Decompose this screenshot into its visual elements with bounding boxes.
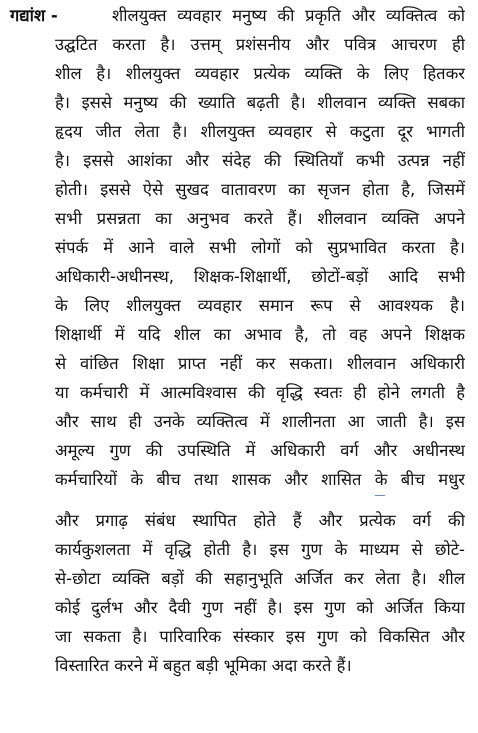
passage-line: कोई दुर्लभ और दैवी गुण नहीं है। इस गुण को अर्जित किया bbox=[55, 598, 465, 617]
passage-line: कार्यकुशलता में वृद्धि होती है। इस गुण के माध्यम से छोटे- bbox=[55, 540, 465, 559]
blue-mark bbox=[375, 495, 385, 496]
passage-line: विस्तारित करने में बहुत बड़ी भूमिका अदा करते हैं। bbox=[55, 656, 352, 675]
passage-line: है। इससे मनुष्य की ख्याति बढ़ती है। शीलवान व्यक्ति सबका bbox=[55, 93, 465, 112]
passage-line: है। इससे आशंका और संदेह की स्थितियाँ कभी उत्पन्न नहीं bbox=[55, 151, 465, 170]
passage-line: से-छोटा व्यक्ति बड़ों की सहानुभूति अर्जित कर लेता है। शील bbox=[55, 569, 465, 588]
passage-line: के लिए शीलयुक्त व्यवहार समान रूप से आवश्यक है। bbox=[55, 296, 465, 315]
passage-line: या कर्मचारी में आत्मविश्वास की वृद्धि स्वतः ही होने लगती है bbox=[55, 383, 465, 402]
passage-line: से वांछित शिक्षा प्राप्त नहीं कर सकता। शीलवान अधिकारी bbox=[55, 354, 465, 373]
passage-line: उद्घटित करता है। उत्तम् प्रशंसनीय और पवित्र आचरण ही bbox=[55, 35, 465, 54]
passage-line: शीलयुक्त व्यवहार मनुष्य की प्रकृति और व्यक्तित्व को bbox=[112, 6, 465, 25]
passage-line: और प्रगाढ़ संबंध स्थापित होते हैं और प्रत्येक वर्ग की bbox=[55, 511, 465, 530]
passage-line: अमूल्य गुण की उपस्थिति में अधिकारी वर्ग और अधीनस्थ bbox=[55, 441, 465, 460]
passage-line: सभी प्रसन्नता का अनुभव करते हैं। शीलवान व्यक्ति अपने bbox=[55, 209, 465, 228]
passage-line: कर्मचारियों के बीच तथा शासक और शासित के बीच मधुर bbox=[55, 470, 465, 489]
passage-line: शिक्षार्थी में यदि शील का अभाव है, तो वह अपने शिक्षक bbox=[55, 325, 465, 344]
passage-line: शील है। शीलयुक्त व्यवहार प्रत्येक व्यक्ति के लिए हितकर bbox=[55, 64, 465, 83]
passage-line: जा सकता है। पारिवारिक संस्कार इस गुण को विकसित और bbox=[55, 627, 465, 646]
passage-line: अधिकारी-अधीनस्थ, शिक्षक-शिक्षार्थी, छोटों-बड़ों आदि सभी bbox=[55, 267, 465, 286]
passage-line: और साथ ही उनके व्यक्तित्व में शालीनता आ जाती है। इस bbox=[55, 412, 465, 431]
passage-line: संपर्क में आने वाले सभी लोगों को सुप्रभावित करता है। bbox=[55, 238, 465, 257]
passage-label: गद्यांश - bbox=[10, 6, 58, 25]
passage-line: होती। इससे ऐसे सुखद वातावरण का सृजन होता है, जिसमें bbox=[55, 180, 465, 199]
passage-line: हृदय जीत लेता है। शीलयुक्त व्यवहार से कटुता दूर भागती bbox=[55, 122, 465, 141]
